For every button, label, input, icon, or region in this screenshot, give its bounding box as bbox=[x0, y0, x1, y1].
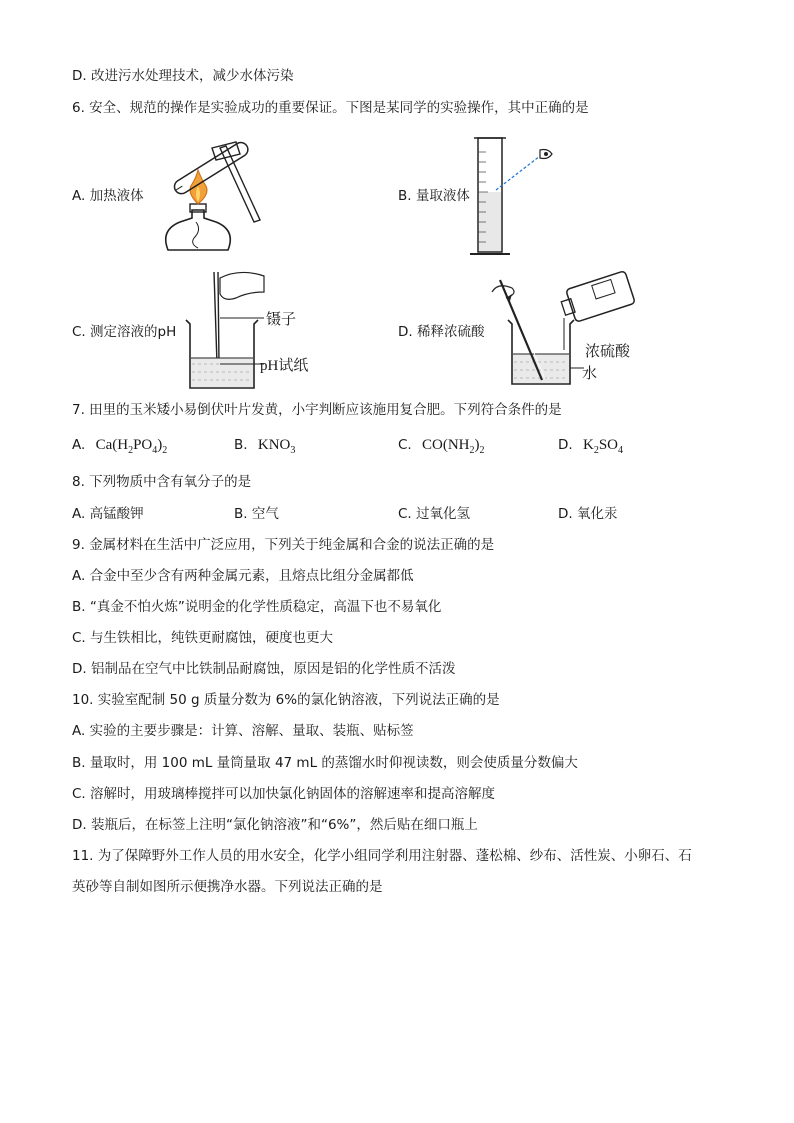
q8-option-a: A. 高锰酸钾 bbox=[72, 506, 144, 522]
q7-stem: 7. 田里的玉米矮小易倒伏叶片发黄，小宇判断应该施用复合肥。下列符合条件的是 bbox=[72, 402, 562, 418]
q6-stem: 6. 安全、规范的操作是实验成功的重要保证。下图是某同学的实验操作，其中正确的是 bbox=[72, 100, 589, 116]
ph-paper-label: pH试纸 bbox=[260, 358, 309, 374]
q11-stem-line-1: 11. 为了保障野外工作人员的用水安全，化学小组同学利用注射器、蓬松棉、纱布、活性炭、小卵石、石 bbox=[72, 848, 692, 864]
q6-option-d: D. 稀释浓硫酸 bbox=[398, 324, 485, 340]
q8-option-d: D. 氧化汞 bbox=[558, 506, 618, 522]
q10-stem: 10. 实验室配制 50 g 质量分数为 6%的氯化钠溶液，下列说法正确的是 bbox=[72, 692, 500, 708]
q7-option-c bbox=[398, 435, 485, 461]
q9-option-c: C. 与生铁相比，纯铁更耐腐蚀，硬度也更大 bbox=[72, 630, 334, 646]
measuring-cylinder-figure bbox=[470, 132, 560, 260]
q7-option-c-letter: C. bbox=[398, 437, 412, 453]
q9-option-a: A. 合金中至少含有两种金属元素，且熔点比组分金属都低 bbox=[72, 568, 414, 584]
q7-option-d-letter: D. bbox=[558, 437, 573, 453]
q7-option-b-letter: B. bbox=[234, 437, 248, 453]
q7-option-a bbox=[72, 435, 167, 461]
q8-option-c: C. 过氧化氢 bbox=[398, 506, 471, 522]
q9-stem: 9. 金属材料在生活中广泛应用，下列关于纯金属和合金的说法正确的是 bbox=[72, 537, 495, 553]
q7-option-a-formula: $Ca(H_2PO_4)_2$ bbox=[95, 437, 168, 456]
q10-option-d: D. 装瓶后，在标签上注明“氯化钠溶液”和“6%”，然后贴在细口瓶上 bbox=[72, 817, 478, 833]
q5-option-d: D. 改进污水处理技术，减少水体污染 bbox=[72, 68, 294, 84]
q6-option-c: C. 测定溶液的pH bbox=[72, 324, 177, 340]
tweezers-label: 镊子 bbox=[266, 312, 297, 328]
q8-option-b: B. 空气 bbox=[234, 506, 279, 522]
conc-acid-label: 浓硫酸 bbox=[585, 344, 631, 360]
water-label: 水 bbox=[582, 366, 598, 382]
q7-option-b-formula: $KNO_3$ bbox=[257, 437, 296, 456]
q7-option-d bbox=[558, 435, 623, 461]
q7-option-b bbox=[234, 435, 295, 461]
q10-option-a: A. 实验的主要步骤是：计算、溶解、量取、装瓶、贴标签 bbox=[72, 723, 414, 739]
q9-option-d: D. 铝制品在空气中比铁制品耐腐蚀，原因是铝的化学性质不活泼 bbox=[72, 661, 456, 677]
q7-option-c-formula: $CO(NH_2)_2$ bbox=[422, 437, 485, 456]
q10-option-b: B. 量取时，用 100 mL 量筒量取 47 mL 的蒸馏水时仰视读数，则会使质量分数偏大 bbox=[72, 755, 578, 771]
q7-option-a-letter: A. bbox=[72, 437, 86, 453]
q7-option-d-formula: $K_2SO_4$ bbox=[582, 437, 624, 456]
q11-stem-line-2: 英砂等自制如图所示便携净水器。下列说法正确的是 bbox=[72, 879, 383, 895]
q10-option-c: C. 溶解时，用玻璃棒搅拌可以加快氯化钠固体的溶解速率和提高溶解度 bbox=[72, 786, 496, 802]
ph-test-figure bbox=[180, 268, 270, 392]
q8-stem: 8. 下列物质中含有氧分子的是 bbox=[72, 474, 252, 490]
dilute-acid-figure bbox=[488, 262, 638, 388]
q6-option-b: B. 量取液体 bbox=[398, 188, 470, 204]
q9-option-b: B. “真金不怕火炼”说明金的化学性质稳定，高温下也不易氧化 bbox=[72, 599, 442, 615]
q6-option-a: A. 加热液体 bbox=[72, 188, 144, 204]
heating-liquid-figure bbox=[150, 130, 270, 265]
